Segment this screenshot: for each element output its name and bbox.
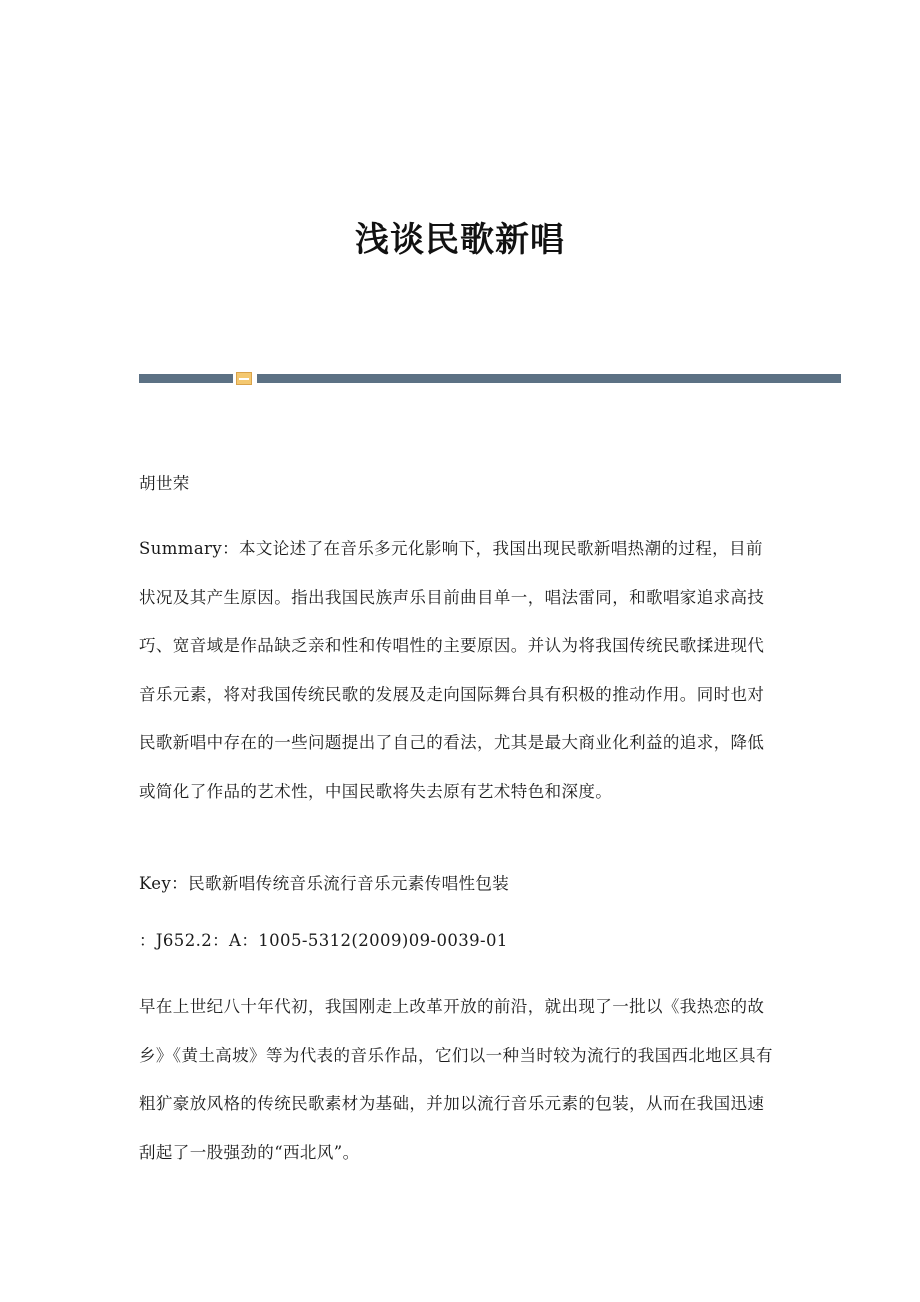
divider-right: [257, 374, 841, 383]
author-name: 胡世荣: [139, 474, 190, 493]
keywords-line: Key：民歌新唱传统音乐流行音乐元素传唱性包装: [139, 874, 510, 893]
document-title: 浅谈民歌新唱: [355, 220, 565, 260]
divider-ornament-icon: [236, 372, 252, 385]
divider-left: [139, 374, 233, 383]
classification-line: ：J652.2：A：1005-5312(2009)09-0039-01: [139, 931, 508, 950]
summary-paragraph: Summary：本文论述了在音乐多元化影响下，我国出现民歌新唱热潮的过程，目前状况及其产生原因。指出我国民族声乐目前曲目单一，唱法雷同，和歌唱家追求高技巧、宽音域是作品缺乏亲和性和传唱性的主要原因。并认为将我国传统民歌揉进现代音乐元素，将对我国传统民歌的发展及走向国际舞台具有积极的推动作用。同时也对民歌新唱中存在的一些问题提出了自己的看法，尤其是最大商业化利益的追求，降低或简化了作品的艺术性，中国民歌将失去原有艺术特色和深度。: [139, 539, 765, 801]
body-paragraph: 早在上世纪八十年代初，我国刚走上改革开放的前沿，就出现了一批以《我热恋的故乡》《黄土高坡》等为代表的音乐作品，它们以一种当时较为流行的我国西北地区具有粗犷豪放风格的传统民歌素材为基础，并加以流行音乐元素的包装，从而在我国迅速刮起了一股强劲的“西北风”。: [139, 997, 773, 1162]
